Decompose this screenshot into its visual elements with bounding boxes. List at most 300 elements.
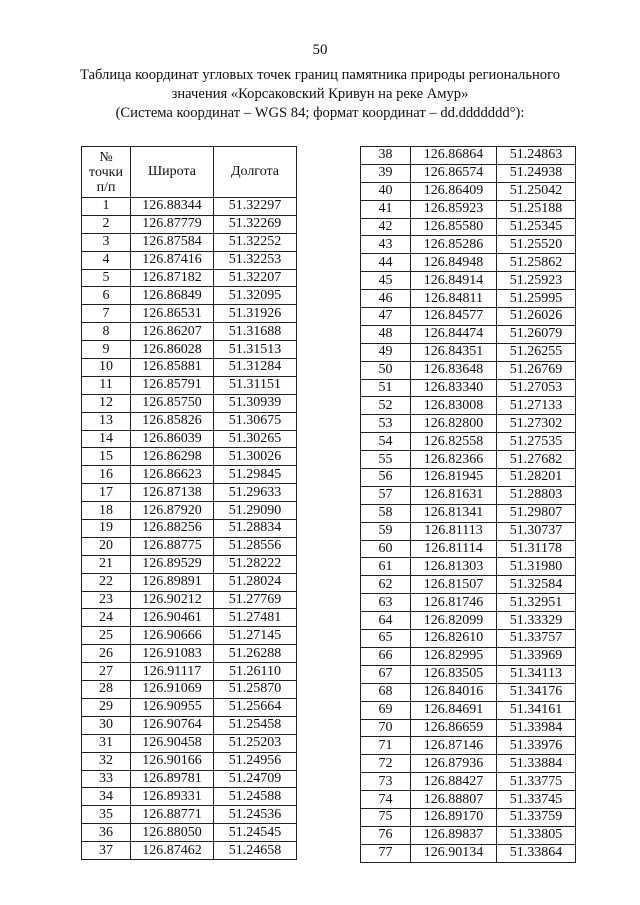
- cell-longitude: 51.32095: [214, 287, 297, 305]
- cell-longitude: 51.27481: [214, 609, 297, 627]
- cell-point-number: 39: [361, 164, 411, 182]
- cell-longitude: 51.27769: [214, 591, 297, 609]
- table-row: [361, 147, 576, 165]
- cell-latitude: 126.90458: [131, 734, 214, 752]
- cell-point-number: 67: [361, 665, 411, 683]
- cell-latitude: 126.88771: [131, 806, 214, 824]
- table-row: [82, 341, 297, 359]
- cell-point-number: 29: [82, 698, 131, 716]
- cell-point-number: 50: [361, 361, 411, 379]
- table-row: [361, 755, 576, 773]
- cell-longitude: 51.28834: [214, 520, 297, 538]
- cell-longitude: 51.30265: [214, 430, 297, 448]
- cell-point-number: 64: [361, 612, 411, 630]
- cell-point-number: 11: [82, 376, 131, 394]
- cell-point-number: 19: [82, 520, 131, 538]
- cell-latitude: 126.85826: [131, 412, 214, 430]
- cell-point-number: 58: [361, 504, 411, 522]
- header-point-number: [82, 147, 131, 198]
- cell-latitude: 126.85750: [131, 394, 214, 412]
- cell-point-number: 13: [82, 412, 131, 430]
- cell-point-number: 40: [361, 182, 411, 200]
- cell-latitude: 126.84691: [411, 701, 497, 719]
- cell-latitude: 126.84811: [411, 290, 497, 308]
- header-latitude: Широта: [131, 147, 214, 198]
- table-row: [82, 502, 297, 520]
- table-row: [82, 198, 297, 216]
- cell-point-number: 9: [82, 341, 131, 359]
- cell-point-number: 38: [361, 147, 411, 165]
- table-row: [361, 486, 576, 504]
- cell-point-number: 14: [82, 430, 131, 448]
- cell-longitude: 51.27302: [497, 415, 576, 433]
- table-row: [82, 555, 297, 573]
- cell-longitude: 51.32207: [214, 269, 297, 287]
- table-row: [82, 698, 297, 716]
- cell-latitude: 126.82099: [411, 612, 497, 630]
- table-row: [82, 806, 297, 824]
- cell-longitude: 51.33884: [497, 755, 576, 773]
- cell-point-number: 43: [361, 236, 411, 254]
- cell-longitude: 51.24588: [214, 788, 297, 806]
- cell-point-number: 66: [361, 647, 411, 665]
- cell-longitude: 51.24938: [497, 164, 576, 182]
- cell-latitude: 126.86849: [131, 287, 214, 305]
- cell-latitude: 126.90764: [131, 716, 214, 734]
- cell-point-number: 2: [82, 215, 131, 233]
- cell-longitude: 51.33984: [497, 719, 576, 737]
- cell-latitude: 126.86039: [131, 430, 214, 448]
- header-num-abbr: п/п: [96, 179, 116, 195]
- cell-longitude: 51.25188: [497, 200, 576, 218]
- cell-latitude: 126.89170: [411, 808, 497, 826]
- title-line-2: значения «Корсаковский Кривун на реке Амур»: [171, 86, 469, 102]
- table-row: [82, 734, 297, 752]
- page-number: 50: [312, 42, 328, 58]
- cell-longitude: 51.33745: [497, 791, 576, 809]
- table-row: [82, 770, 297, 788]
- cell-latitude: 126.88807: [411, 791, 497, 809]
- table-row: [82, 716, 297, 734]
- cell-longitude: 51.25042: [497, 182, 576, 200]
- cell-latitude: 126.84016: [411, 683, 497, 701]
- cell-point-number: 7: [82, 305, 131, 323]
- cell-latitude: 126.90134: [411, 844, 497, 862]
- cell-point-number: 4: [82, 251, 131, 269]
- header-num-word: точки: [89, 164, 123, 180]
- cell-longitude: 51.32584: [497, 576, 576, 594]
- cell-longitude: 51.33864: [497, 844, 576, 862]
- cell-point-number: 26: [82, 645, 131, 663]
- table-row: [361, 773, 576, 791]
- cell-point-number: 5: [82, 269, 131, 287]
- cell-longitude: 51.25870: [214, 681, 297, 699]
- table-row: [82, 323, 297, 341]
- table-row: [82, 215, 297, 233]
- cell-latitude: 126.89331: [131, 788, 214, 806]
- cell-point-number: 41: [361, 200, 411, 218]
- coordinates-table-left: [81, 146, 297, 860]
- cell-latitude: 126.87416: [131, 251, 214, 269]
- cell-point-number: 30: [82, 716, 131, 734]
- document-title: [40, 66, 600, 123]
- cell-longitude: 51.33759: [497, 808, 576, 826]
- cell-latitude: 126.86623: [131, 466, 214, 484]
- cell-latitude: 126.90212: [131, 591, 214, 609]
- cell-longitude: 51.32297: [214, 198, 297, 216]
- table-row: [361, 612, 576, 630]
- cell-latitude: 126.86574: [411, 164, 497, 182]
- cell-point-number: 48: [361, 325, 411, 343]
- cell-point-number: 17: [82, 484, 131, 502]
- cell-longitude: 51.24536: [214, 806, 297, 824]
- cell-point-number: 24: [82, 609, 131, 627]
- table-row: [361, 361, 576, 379]
- cell-longitude: 51.27682: [497, 451, 576, 469]
- table-row: [361, 826, 576, 844]
- cell-longitude: 51.31178: [497, 540, 576, 558]
- cell-point-number: 36: [82, 824, 131, 842]
- cell-point-number: 15: [82, 448, 131, 466]
- table-row: [82, 251, 297, 269]
- table-row: [361, 737, 576, 755]
- cell-latitude: 126.88344: [131, 198, 214, 216]
- cell-latitude: 126.90955: [131, 698, 214, 716]
- cell-point-number: 70: [361, 719, 411, 737]
- table-row: [82, 412, 297, 430]
- cell-latitude: 126.82610: [411, 630, 497, 648]
- cell-latitude: 126.85580: [411, 218, 497, 236]
- cell-latitude: 126.86864: [411, 147, 497, 165]
- table-row: [82, 466, 297, 484]
- cell-latitude: 126.81945: [411, 469, 497, 487]
- title-line-3: (Система координат – WGS 84; формат координат – dd.ddddddd°):: [115, 105, 525, 121]
- cell-longitude: 51.32951: [497, 594, 576, 612]
- cell-latitude: 126.88775: [131, 537, 214, 555]
- cell-longitude: 51.32253: [214, 251, 297, 269]
- cell-latitude: 126.84577: [411, 308, 497, 326]
- cell-latitude: 126.89837: [411, 826, 497, 844]
- cell-longitude: 51.31284: [214, 359, 297, 377]
- cell-point-number: 33: [82, 770, 131, 788]
- table-row: [82, 520, 297, 538]
- cell-longitude: 51.34161: [497, 701, 576, 719]
- table-row: [82, 681, 297, 699]
- cell-longitude: 51.31513: [214, 341, 297, 359]
- cell-longitude: 51.28024: [214, 573, 297, 591]
- cell-latitude: 126.85881: [131, 359, 214, 377]
- table-row: [361, 719, 576, 737]
- cell-latitude: 126.87920: [131, 502, 214, 520]
- cell-latitude: 126.84351: [411, 343, 497, 361]
- cell-latitude: 126.86531: [131, 305, 214, 323]
- cell-point-number: 77: [361, 844, 411, 862]
- table-row: [361, 630, 576, 648]
- table-row: [82, 269, 297, 287]
- cell-longitude: 51.33969: [497, 647, 576, 665]
- cell-point-number: 32: [82, 752, 131, 770]
- cell-latitude: 126.81341: [411, 504, 497, 522]
- cell-longitude: 51.24545: [214, 824, 297, 842]
- cell-longitude: 51.28222: [214, 555, 297, 573]
- cell-latitude: 126.87182: [131, 269, 214, 287]
- cell-longitude: 51.25520: [497, 236, 576, 254]
- table-row: [82, 305, 297, 323]
- cell-point-number: 71: [361, 737, 411, 755]
- cell-latitude: 126.87936: [411, 755, 497, 773]
- cell-point-number: 46: [361, 290, 411, 308]
- table-row: [82, 287, 297, 305]
- cell-point-number: 68: [361, 683, 411, 701]
- cell-point-number: 59: [361, 522, 411, 540]
- cell-latitude: 126.87138: [131, 484, 214, 502]
- cell-latitude: 126.86298: [131, 448, 214, 466]
- cell-point-number: 44: [361, 254, 411, 272]
- cell-point-number: 34: [82, 788, 131, 806]
- cell-longitude: 51.28803: [497, 486, 576, 504]
- cell-latitude: 126.86659: [411, 719, 497, 737]
- table-row: [361, 325, 576, 343]
- cell-latitude: 126.82558: [411, 433, 497, 451]
- cell-longitude: 51.26255: [497, 343, 576, 361]
- cell-longitude: 51.27053: [497, 379, 576, 397]
- cell-longitude: 51.26079: [497, 325, 576, 343]
- table-row: [361, 397, 576, 415]
- cell-longitude: 51.25923: [497, 272, 576, 290]
- cell-latitude: 126.91117: [131, 663, 214, 681]
- cell-point-number: 51: [361, 379, 411, 397]
- cell-latitude: 126.86207: [131, 323, 214, 341]
- table-row: [82, 752, 297, 770]
- cell-point-number: 60: [361, 540, 411, 558]
- cell-longitude: 51.29845: [214, 466, 297, 484]
- cell-latitude: 126.81746: [411, 594, 497, 612]
- cell-longitude: 51.25345: [497, 218, 576, 236]
- cell-longitude: 51.26288: [214, 645, 297, 663]
- cell-longitude: 51.27145: [214, 627, 297, 645]
- cell-point-number: 42: [361, 218, 411, 236]
- cell-longitude: 51.33757: [497, 630, 576, 648]
- table-row: [82, 376, 297, 394]
- cell-point-number: 49: [361, 343, 411, 361]
- cell-latitude: 126.88050: [131, 824, 214, 842]
- table-row: [361, 647, 576, 665]
- cell-latitude: 126.85923: [411, 200, 497, 218]
- table-row: [361, 791, 576, 809]
- table-row: [82, 233, 297, 251]
- table-row: [361, 379, 576, 397]
- cell-longitude: 51.33329: [497, 612, 576, 630]
- cell-latitude: 126.85791: [131, 376, 214, 394]
- cell-latitude: 126.90166: [131, 752, 214, 770]
- cell-longitude: 51.29633: [214, 484, 297, 502]
- cell-longitude: 51.24709: [214, 770, 297, 788]
- cell-point-number: 75: [361, 808, 411, 826]
- cell-latitude: 126.84948: [411, 254, 497, 272]
- cell-longitude: 51.31688: [214, 323, 297, 341]
- cell-latitude: 126.81507: [411, 576, 497, 594]
- cell-longitude: 51.25664: [214, 698, 297, 716]
- cell-latitude: 126.86409: [411, 182, 497, 200]
- table-header-row: [82, 147, 297, 198]
- header-longitude: Долгота: [214, 147, 297, 198]
- cell-point-number: 55: [361, 451, 411, 469]
- cell-longitude: 51.30939: [214, 394, 297, 412]
- table-row: [361, 182, 576, 200]
- cell-point-number: 52: [361, 397, 411, 415]
- table-row: [361, 701, 576, 719]
- table-row: [361, 594, 576, 612]
- table-row: [82, 824, 297, 842]
- cell-latitude: 126.81631: [411, 486, 497, 504]
- cell-point-number: 22: [82, 573, 131, 591]
- cell-point-number: 61: [361, 558, 411, 576]
- table-row: [82, 627, 297, 645]
- table-row: [361, 254, 576, 272]
- cell-latitude: 126.85286: [411, 236, 497, 254]
- cell-latitude: 126.90461: [131, 609, 214, 627]
- cell-longitude: 51.31926: [214, 305, 297, 323]
- cell-longitude: 51.34176: [497, 683, 576, 701]
- cell-latitude: 126.87779: [131, 215, 214, 233]
- cell-longitude: 51.31151: [214, 376, 297, 394]
- cell-point-number: 28: [82, 681, 131, 699]
- cell-longitude: 51.27535: [497, 433, 576, 451]
- table-row: [82, 448, 297, 466]
- cell-longitude: 51.26026: [497, 308, 576, 326]
- cell-point-number: 35: [82, 806, 131, 824]
- cell-point-number: 12: [82, 394, 131, 412]
- table-row: [361, 808, 576, 826]
- cell-point-number: 53: [361, 415, 411, 433]
- table-row: [82, 359, 297, 377]
- cell-point-number: 69: [361, 701, 411, 719]
- cell-point-number: 76: [361, 826, 411, 844]
- cell-longitude: 51.25203: [214, 734, 297, 752]
- table-row: [361, 469, 576, 487]
- cell-longitude: 51.32269: [214, 215, 297, 233]
- cell-point-number: 73: [361, 773, 411, 791]
- cell-latitude: 126.84474: [411, 325, 497, 343]
- cell-longitude: 51.34113: [497, 665, 576, 683]
- cell-latitude: 126.81113: [411, 522, 497, 540]
- cell-longitude: 51.30026: [214, 448, 297, 466]
- table-row: [82, 573, 297, 591]
- cell-point-number: 74: [361, 791, 411, 809]
- table-row: [82, 842, 297, 860]
- cell-point-number: 6: [82, 287, 131, 305]
- cell-point-number: 1: [82, 198, 131, 216]
- cell-longitude: 51.25458: [214, 716, 297, 734]
- cell-point-number: 27: [82, 663, 131, 681]
- table-row: [82, 645, 297, 663]
- table-row: [361, 218, 576, 236]
- cell-longitude: 51.31980: [497, 558, 576, 576]
- table-row: [361, 451, 576, 469]
- cell-longitude: 51.27133: [497, 397, 576, 415]
- cell-latitude: 126.82800: [411, 415, 497, 433]
- cell-point-number: 45: [361, 272, 411, 290]
- cell-latitude: 126.88256: [131, 520, 214, 538]
- cell-latitude: 126.87146: [411, 737, 497, 755]
- table-row: [82, 591, 297, 609]
- cell-latitude: 126.89529: [131, 555, 214, 573]
- cell-longitude: 51.24956: [214, 752, 297, 770]
- table-row: [361, 576, 576, 594]
- cell-longitude: 51.24863: [497, 147, 576, 165]
- cell-latitude: 126.82995: [411, 647, 497, 665]
- cell-longitude: 51.33805: [497, 826, 576, 844]
- table-row: [361, 343, 576, 361]
- table-row: [361, 236, 576, 254]
- cell-latitude: 126.82366: [411, 451, 497, 469]
- cell-point-number: 54: [361, 433, 411, 451]
- cell-latitude: 126.88427: [411, 773, 497, 791]
- cell-longitude: 51.30675: [214, 412, 297, 430]
- table-row: [361, 290, 576, 308]
- table-row: [82, 430, 297, 448]
- cell-latitude: 126.83648: [411, 361, 497, 379]
- cell-latitude: 126.86028: [131, 341, 214, 359]
- cell-latitude: 126.91069: [131, 681, 214, 699]
- table-row: [361, 522, 576, 540]
- table-row: [361, 200, 576, 218]
- cell-latitude: 126.81114: [411, 540, 497, 558]
- cell-point-number: 25: [82, 627, 131, 645]
- table-row: [82, 609, 297, 627]
- cell-longitude: 51.25862: [497, 254, 576, 272]
- table-row: [361, 844, 576, 862]
- table-row: [361, 683, 576, 701]
- cell-point-number: 57: [361, 486, 411, 504]
- cell-point-number: 63: [361, 594, 411, 612]
- table-row: [82, 484, 297, 502]
- cell-longitude: 51.33976: [497, 737, 576, 755]
- table-row: [361, 433, 576, 451]
- cell-latitude: 126.89891: [131, 573, 214, 591]
- table-row: [361, 415, 576, 433]
- cell-latitude: 126.90666: [131, 627, 214, 645]
- table-row: [82, 394, 297, 412]
- cell-longitude: 51.29090: [214, 502, 297, 520]
- title-line-1: Таблица координат угловых точек границ памятника природы регионального: [79, 67, 561, 83]
- table-row: [361, 665, 576, 683]
- table-row: [82, 663, 297, 681]
- cell-point-number: 62: [361, 576, 411, 594]
- table-row: [361, 540, 576, 558]
- cell-latitude: 126.87462: [131, 842, 214, 860]
- cell-latitude: 126.89781: [131, 770, 214, 788]
- cell-longitude: 51.33775: [497, 773, 576, 791]
- cell-longitude: 51.24658: [214, 842, 297, 860]
- cell-latitude: 126.91083: [131, 645, 214, 663]
- cell-point-number: 37: [82, 842, 131, 860]
- cell-point-number: 20: [82, 537, 131, 555]
- cell-longitude: 51.26769: [497, 361, 576, 379]
- cell-latitude: 126.83505: [411, 665, 497, 683]
- coordinates-table-right: [360, 146, 576, 863]
- cell-point-number: 16: [82, 466, 131, 484]
- cell-point-number: 3: [82, 233, 131, 251]
- cell-longitude: 51.28556: [214, 537, 297, 555]
- cell-point-number: 23: [82, 591, 131, 609]
- table-row: [361, 308, 576, 326]
- cell-point-number: 72: [361, 755, 411, 773]
- cell-latitude: 126.83008: [411, 397, 497, 415]
- cell-point-number: 8: [82, 323, 131, 341]
- table-row: [82, 537, 297, 555]
- cell-longitude: 51.25995: [497, 290, 576, 308]
